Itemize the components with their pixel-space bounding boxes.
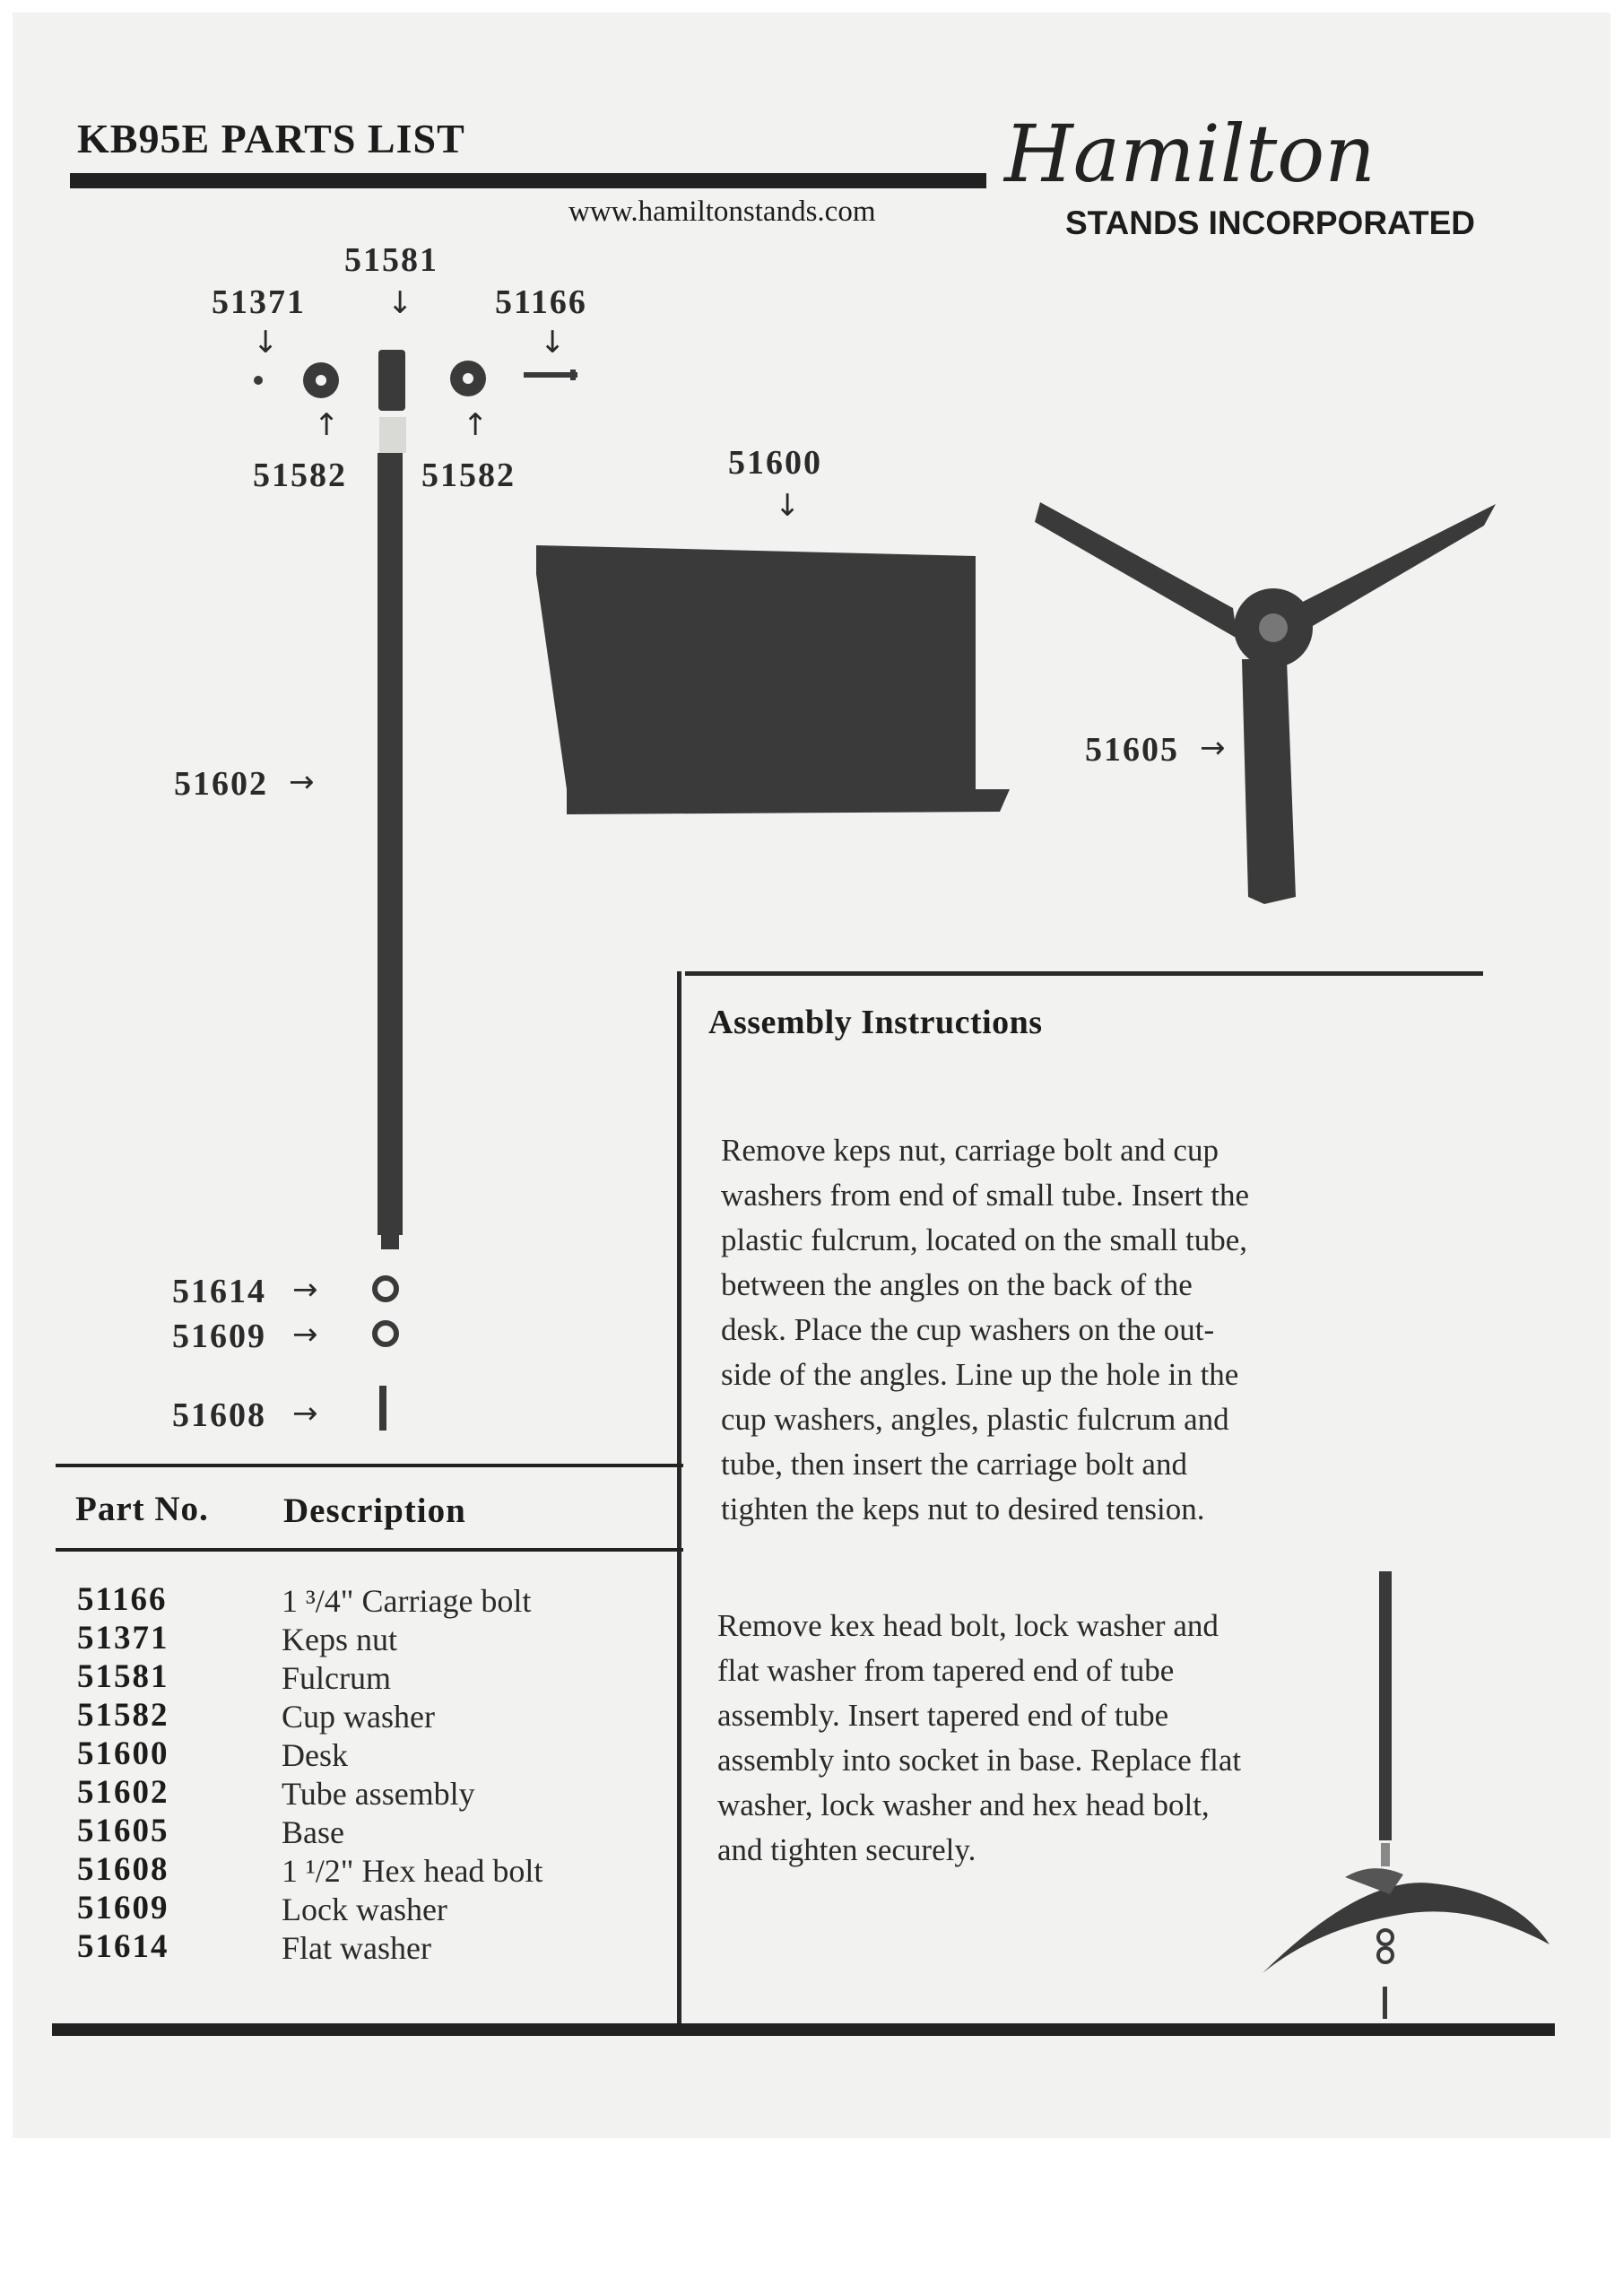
step-1-line: Remove keps nut, carriage bolt and cup bbox=[721, 1133, 1219, 1168]
brand-logo-script: Hamilton bbox=[1004, 108, 1376, 200]
assembly-instructions-title: Assembly Instructions bbox=[708, 1004, 1043, 1041]
part-description: Tube assembly bbox=[282, 1776, 475, 1812]
website-url: www.hamiltonstands.com bbox=[568, 196, 876, 228]
callout-51582-left-arrow: ↑ bbox=[314, 407, 340, 443]
step-1-line: washers from end of small tube. Insert the bbox=[721, 1178, 1250, 1213]
part-description: Fulcrum bbox=[282, 1660, 391, 1696]
step-1-line: side of the angles. Line up the hole in the bbox=[721, 1357, 1239, 1392]
step-1-line: tube, then insert the carriage bolt and bbox=[721, 1447, 1187, 1482]
page-title: KB95E PARTS LIST bbox=[77, 116, 465, 161]
callout-51582-left: 51582 bbox=[253, 457, 347, 494]
table-header-rule bbox=[56, 1548, 683, 1552]
callout-51166-arrow: ↓ bbox=[540, 325, 566, 361]
part-description: Keps nut bbox=[282, 1622, 397, 1657]
step-1-line: cup washers, angles, plastic fulcrum and bbox=[721, 1402, 1229, 1437]
step-2-line: washer, lock washer and hex head bolt, bbox=[717, 1787, 1210, 1822]
callout-51600-arrow: ↓ bbox=[775, 488, 801, 524]
callout-51608-arrow: → bbox=[292, 1396, 318, 1431]
step-2-line: Remove kex head bolt, lock washer and bbox=[717, 1608, 1219, 1643]
step-1-line: tighten the keps nut to desired tension. bbox=[721, 1492, 1205, 1526]
callout-51600: 51600 bbox=[728, 444, 822, 482]
part-description: Desk bbox=[282, 1737, 348, 1773]
table-top-rule bbox=[56, 1464, 683, 1467]
callout-51605: 51605 bbox=[1085, 731, 1179, 769]
callout-51608: 51608 bbox=[172, 1396, 266, 1434]
part-description: Cup washer bbox=[282, 1699, 435, 1735]
part-number: 51600 bbox=[77, 1735, 169, 1772]
part-number: 51614 bbox=[77, 1928, 169, 1965]
description-header: Description bbox=[283, 1492, 466, 1530]
callout-51371: 51371 bbox=[212, 283, 306, 321]
callout-51605-arrow: → bbox=[1200, 730, 1226, 766]
callout-51581-arrow: ↓ bbox=[387, 285, 413, 321]
step-2-line: assembly. Insert tapered end of tube bbox=[717, 1698, 1169, 1733]
part-no-header: Part No. bbox=[75, 1490, 209, 1528]
part-description: Base bbox=[282, 1814, 344, 1850]
part-number: 51608 bbox=[77, 1851, 169, 1888]
assembly-step-1 bbox=[721, 1128, 1249, 1532]
part-number: 51166 bbox=[77, 1581, 168, 1618]
part-number: 51371 bbox=[77, 1620, 169, 1657]
part-description: 1 ¹/2" Hex head bolt bbox=[282, 1853, 543, 1889]
part-description: 1 ³/4" Carriage bolt bbox=[282, 1583, 532, 1619]
callout-51609: 51609 bbox=[172, 1318, 266, 1355]
footer-rule bbox=[52, 2023, 1555, 2036]
callout-51602-arrow: → bbox=[289, 764, 315, 800]
callout-51602: 51602 bbox=[174, 765, 268, 803]
brand-logo-subtitle: STANDS INCORPORATED bbox=[1065, 204, 1476, 241]
step-1-line: desk. Place the cup washers on the out- bbox=[721, 1312, 1215, 1347]
callout-51609-arrow: → bbox=[292, 1317, 318, 1352]
part-number: 51582 bbox=[77, 1697, 169, 1734]
callout-51614-arrow: → bbox=[292, 1272, 318, 1308]
callout-51582-right-arrow: ↑ bbox=[463, 407, 489, 443]
header-rule bbox=[70, 173, 986, 188]
callout-51614: 51614 bbox=[172, 1273, 266, 1310]
part-number: 51602 bbox=[77, 1774, 169, 1811]
callout-51582-right: 51582 bbox=[421, 457, 516, 494]
part-number: 51605 bbox=[77, 1813, 169, 1849]
callout-51581: 51581 bbox=[344, 241, 438, 279]
callout-51371-arrow: ↓ bbox=[253, 325, 279, 361]
part-description: Lock washer bbox=[282, 1892, 447, 1927]
callout-51166: 51166 bbox=[495, 283, 587, 321]
part-number: 51581 bbox=[77, 1658, 169, 1695]
step-2-line: and tighten securely. bbox=[717, 1832, 976, 1867]
assembly-step-2 bbox=[717, 1604, 1241, 1873]
step-2-line: assembly into socket in base. Replace flat bbox=[717, 1743, 1242, 1778]
step-1-line: plastic fulcrum, located on the small tube, bbox=[721, 1222, 1248, 1257]
part-description: Flat washer bbox=[282, 1930, 431, 1966]
part-number: 51609 bbox=[77, 1890, 169, 1926]
step-1-line: between the angles on the back of the bbox=[721, 1267, 1193, 1302]
step-2-line: flat washer from tapered end of tube bbox=[717, 1653, 1175, 1688]
